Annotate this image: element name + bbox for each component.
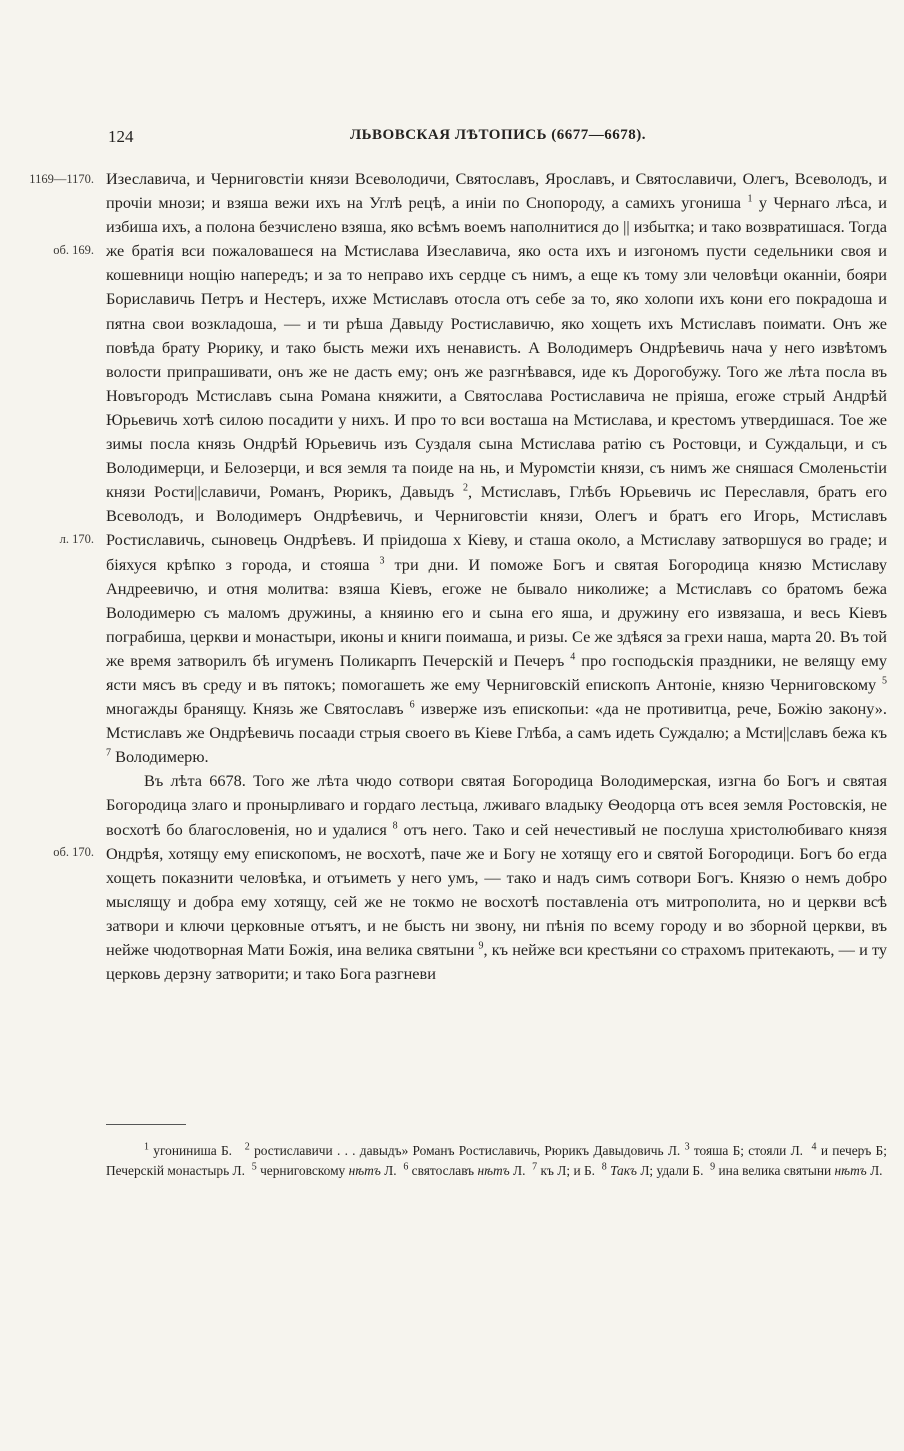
footnotes [106,1141,887,1181]
footnote-text: Л. [870,1163,883,1178]
text-run: отъ него. Тако и сей нечестивый не послуша христолюбиваго князя Ондрѣя, хотящу ему епископомъ, не восхотѣ, паче же и Богу не хотящу его и святой Богородици. Богъ бо егда хощеть показнити человѣка, и отъиметь у него умъ, — тако и надъ симъ сотвори Богъ. Князю о немъ добро мыслящу и добра ему хотящу, сей же не токмо не восхотѣ поставленіа отъ митрополита, но и церкви всѣ затвори и ключи церковные отъятъ, и не бысть ни звону, ни пѣнія по всему городу и во зборной церкви, въ нейже чюдотворная Мати Божія, ина велика святыни [106,819,887,959]
footnote-ref: 8 [392,820,398,832]
footnote-text: и печеръ Б; Печерскій монастырь Л. [106,1143,887,1178]
footnote-marker: 5 [251,1161,257,1173]
footnote-ref: 9 [478,940,484,952]
footnote-ref: 3 [379,555,385,567]
footnote-text: ина велика святыни [718,1163,832,1178]
main-text [106,167,887,986]
footnote-text: тояша Б; стояли Л. [693,1143,804,1158]
text-run: , Мстиславъ, Глѣбъ Юрьевичь ис Переславля, братъ его Всеволодъ, и Володимеръ Ондрѣевичь, и Черниговстіи князи, Олегъ и братъ его Игорь, Мстиславъ Ростиславичь, сыновець Ондрѣевъ. И пріидоша х Кіеву, и сташа около, а Мстиславу затворшуся во граде; и біяхуся крѣпко з города, и стояша [106,482,887,574]
footnote-text: Л. [384,1163,397,1178]
footnote-ref: 1 [747,193,753,205]
footnote-ref: 2 [462,482,468,494]
text-run: про господьскія праздники, не велящу ему ясти мясъ въ среду и въ пятокъ; помогашеть же ему Черниговскій епископъ Антоніе, князю Черниговскому [106,650,887,694]
footnote-marker: 1 [144,1141,149,1153]
footnote-italic: Такъ [610,1163,637,1178]
footnote-text: Л; удали Б. [640,1163,704,1178]
footnote-block [106,1141,887,1181]
footnote-marker: 7 [532,1161,538,1173]
page-number: 124 [108,127,134,146]
footnote-italic: нѣтъ [834,1163,867,1178]
text-run: изверже изъ епископьи: «да не противитца, рече, Божію закону». Мстиславъ же Ондрѣевичь посаади стрыя своего въ Кіеве Глѣба, а самъ идеть Суждалю; а Мсти||славъ бежа къ [106,699,887,743]
footnote-marker: 8 [601,1161,607,1173]
footnote-marker: 3 [684,1141,690,1153]
text-run: Въ лѣта 6678. Того же лѣта чюдо сотвори святая Богородица Володимерская, изгна бо Богъ и святая Богородица злаго и пронырливаго и гордаго лестьца, лживаго владыку Ѳеодорца отъ всея земля Ростовскія, не восхотѣ бо благословенія, но и удалися [106,771,887,839]
paragraph [106,167,887,769]
margin-note-folio: об. 170. [53,845,94,859]
text-run: у Чернаго лѣса, и избиша ихъ, а полона безчислено взяша, яко всѣмъ воемъ наполнитися до || избытка; и тако возвратишася. Тогда же братія вси пожаловашеся на Мстислава Изеславича, яко оста ихъ и изгономъ пусти седельники своя и кошевници нощію напередъ; и за то неправо ихъ сердце съ нимъ, а еще къ тому зли человѣци оканніи, бояри Бориславичь Петръ и Нестеръ, ихже Мстиславъ отосла отъ себе за то, яко холопи ихъ кони его покрадоша и пятна свои возкладоша, — и ти рѣша Давыду Ростиславичю, яко хощеть ихъ Мстиславъ поимати. Онъ же повѣда брату Рюрику, и тако бысть межи ихъ ненависть. А Володимеръ Ондрѣевичь нача у него извѣтомъ волости припрашивати, онъ же не дасть ему; онъ же разгнѣвався, иде къ Дорогобужу. Того же лѣта посла въ Новъгородъ Мстиславъ сына Романа княжити, а Святослава Ростиславича не пріяша, егоже стрый Андрѣй Юрьевичь хотѣ силою посадити у нихъ. И про то вси восташа на Мстислава, и крестомъ утвердишася. Тое же зимы посла князь Ондрѣй Юрьевичь изъ Суздаля сына Мстислава ратію съ Ростовци, и Суждальци, и съ Володимерци, и Белозерци, и вся земля та поиде на нь, и Муромстіи князи, съ нимъ же сняшася Смоленьстіи князи Рости||славичи, Романъ, Рюрикъ, Давыдъ [106,193,887,502]
text-run: Изеславича, и Черниговстіи князи Всеволодичи, Святославъ, Ярославъ, и Святославичи, Олегъ, Всеволодъ, и прочіи мнози; и взяша вежи ихъ на Углѣ рецѣ, а иніи по Снопороду, а самихъ угониша [106,169,887,213]
margin-note-folio: об. 169. [53,243,94,257]
footnote-marker: 2 [244,1141,250,1153]
running-header [108,127,888,151]
page-title: ЛЬВОВСКАЯ ЛѢТОПИСЬ (6677—6678). [349,127,647,143]
text-run: три дни. И поможе Богъ и святая Богородица князю Мстиславу Андреевичю, и отня молитва: взяша Кіевъ, егоже не бывало николиже; а Мстиславъ со братомъ бежа Володимерю съ маломъ дружины, а княиню его и сына его яша, и дружину его извязаша, и весь Кіевъ пограбиша, церкви и монастыри, иконы и книги поимаша, и ризы. Се же здѣяся за грехи наша, марта 20. Въ той же время затворилъ бѣ игуменъ Поликарпъ Печерскій и Печеръ [106,554,888,670]
footnote-marker: 9 [710,1161,716,1173]
margin-note-years: 1169—1170. [29,172,94,186]
footnote-italic: нѣтъ [477,1163,510,1178]
footnote-ref: 6 [409,699,415,711]
footnote-text: ростиславичи . . . давыдъ» Романъ Ростиславичь, Рюрикъ Давыдовичь Л. [254,1143,681,1158]
footnote-text: къ Л; и Б. [540,1163,596,1178]
footnote-ref: 7 [106,747,111,759]
footnote-marker: 4 [811,1141,817,1153]
footnote-divider [106,1124,186,1125]
footnote-marker: 6 [403,1161,409,1173]
paragraph [106,769,887,986]
footnote-ref: 5 [881,675,887,687]
footnote-text: Л. [513,1163,526,1178]
footnote-italic: нѣтъ [348,1163,381,1178]
margin-note-folio: л. 170. [59,532,94,546]
footnote-ref: 4 [570,651,576,663]
text-run: Володимерю. [115,747,209,767]
text-run: , къ нейже вси крестьяни со страхомъ притекають, — и ту церковь дерзну затворити; и тако Бога разгневи [106,940,887,984]
footnote-text: черниговскому [260,1163,346,1178]
text-run: многажды бранящу. Князь же Святославъ [106,699,404,719]
footnote-text: угониниша Б. [153,1143,233,1158]
footnote-text: святославъ [411,1163,475,1178]
